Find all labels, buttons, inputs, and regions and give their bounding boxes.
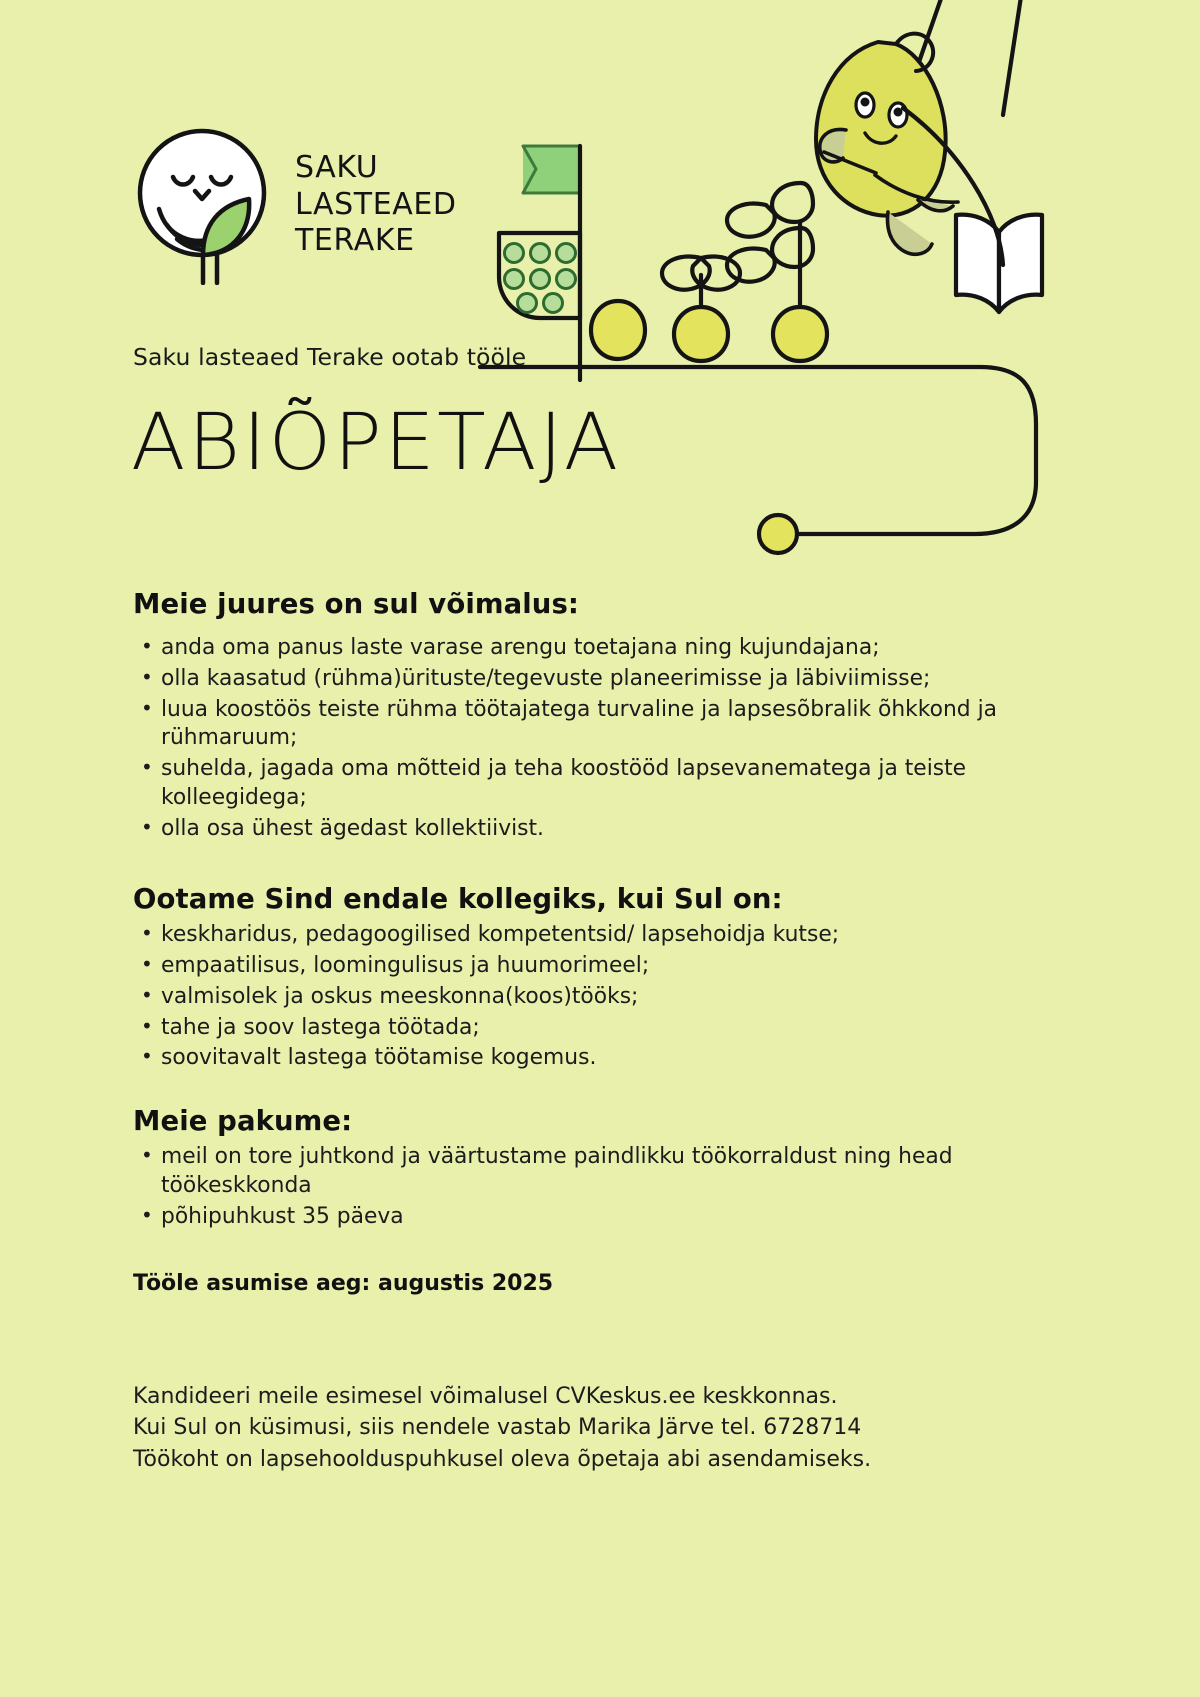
section-requirements xyxy=(133,883,1033,1073)
brand-logo xyxy=(133,125,457,285)
contact-person: Kui Sul on küsimusi, siis nendele vastab Marika Järve tel. 6728714 xyxy=(133,1415,862,1441)
list-item: • empaatilisus, loomingulisus ja huumorimeel; xyxy=(133,952,1033,981)
list-item: • tahe ja soov lastega töötada; xyxy=(133,1014,1033,1043)
honeycomb-icon xyxy=(499,233,580,318)
flower-stem-icon xyxy=(662,257,740,361)
list-item: • anda oma panus laste varase arengu toetajana ning kujundajana; xyxy=(133,634,1033,663)
list-item: • põhipuhkust 35 päeva xyxy=(133,1203,1033,1232)
droplet-icon xyxy=(591,301,645,359)
brand-line-3: TERAKE xyxy=(295,223,415,259)
list-item: • valmisolek ja oskus meeskonna(koos)tööks; xyxy=(133,983,1033,1012)
curved-line-with-ball-icon xyxy=(759,108,1036,553)
list-item: • olla kaasatud (rühma)ürituste/tegevuste planeerimisse ja läbiviimisse; xyxy=(133,665,1033,694)
job-description xyxy=(133,588,1033,1296)
section-offer xyxy=(133,1105,1033,1231)
flower-stem-icon xyxy=(727,183,827,361)
list-item: • olla osa ühest ägedast kollektiivist. xyxy=(133,815,1033,844)
flag-icon xyxy=(523,146,580,380)
list-item: • keskharidus, pedagoogilised kompetentsid/ lapsehoidja kutse; xyxy=(133,921,1033,950)
spacer xyxy=(133,1075,1033,1105)
section-heading: Ootame Sind endale kollegiks, kui Sul on: xyxy=(133,883,783,916)
page-title: ABIÕPETAJA xyxy=(131,398,621,488)
list-item: • luua koostöös teiste rühma töötajatega turvaline ja lapsesõbralik õhkkond ja rühmaruum; xyxy=(133,696,1033,754)
spacer xyxy=(133,845,1033,883)
list-item: • soovitavalt lastega töötamise kogemus. xyxy=(133,1044,1033,1073)
section-heading: Meie juures on sul võimalus: xyxy=(133,588,580,620)
position-note: Töökoht on lapsehoolduspuhkusel oleva õpetaja abi asendamiseks. xyxy=(133,1446,872,1472)
open-book-icon xyxy=(956,215,1042,312)
section-list xyxy=(133,921,1033,1073)
brand-line-2: LASTEAED xyxy=(295,186,457,222)
start-date-line: Tööle asumise aeg: augustis 2025 xyxy=(133,1271,554,1297)
brand-line-1: SAKU xyxy=(295,150,379,186)
section-opportunities xyxy=(133,588,1033,843)
section-heading: Meie pakume: xyxy=(133,1105,353,1138)
list-item: • suhelda, jagada oma mõtteid ja teha koostööd lapsevanematega ja teiste kolleegidega; xyxy=(133,755,1033,813)
apply-instruction: Kandideeri meile esimesel võimalusel CVKeskus.ee keskkonnas. xyxy=(133,1384,838,1409)
list-item: • meil on tore juhtkond ja väärtustame paindlikku töökorraldust ning head töökeskkonda xyxy=(133,1143,1033,1201)
sprout-face-logo-icon xyxy=(133,125,271,285)
kicker-text: Saku lasteaed Terake ootab tööle xyxy=(133,343,527,371)
contact-block xyxy=(133,1381,871,1475)
section-list xyxy=(133,634,1033,843)
swing-character-icon xyxy=(816,0,1022,254)
brand-name xyxy=(295,150,457,260)
section-list xyxy=(133,1143,1033,1231)
